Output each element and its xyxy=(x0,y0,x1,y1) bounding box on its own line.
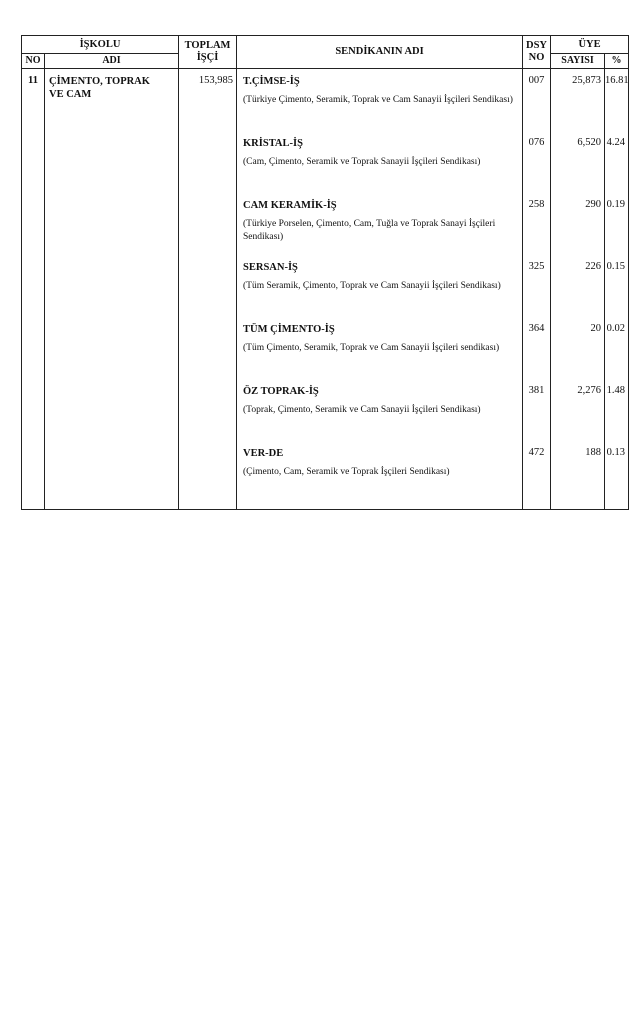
union-entry xyxy=(237,379,522,441)
union-full-name: (Türkiye Çimento, Seramik, Toprak ve Cam Sanayii İşçileri Sendikası) xyxy=(243,95,513,105)
dsy-no-value: 076 xyxy=(528,137,545,148)
dsy-no-value: 258 xyxy=(528,199,545,210)
union-short-name: ÖZ TOPRAK-İŞ xyxy=(243,386,319,397)
union-full-name: (Tüm Seramik, Çimento, Toprak ve Cam Sanayii İşçileri Sendikası) xyxy=(243,281,501,291)
union-entry xyxy=(237,317,522,379)
member-percent-value: 4.24 xyxy=(606,137,626,148)
header-no: NO xyxy=(22,54,45,69)
union-full-name: (Toprak, Çimento, Seramik ve Cam Sanayii İşçileri Sendikası) xyxy=(243,405,481,415)
header-dsy-line2: NO xyxy=(528,52,545,63)
header-toplam-line1: TOPLAM xyxy=(184,40,231,51)
member-count-cell xyxy=(551,69,605,510)
sector-no: 11 xyxy=(22,69,45,510)
sector-total-workers: 153,985 xyxy=(179,69,237,510)
member-count-value: 6,520 xyxy=(577,137,602,148)
union-full-name: (Tüm Çimento, Seramik, Toprak ve Cam Sanayii İşçileri sendikası) xyxy=(243,343,500,353)
percent-cell xyxy=(605,69,629,510)
sector-name-line2: VE CAM xyxy=(49,89,92,100)
union-entry xyxy=(237,193,522,255)
table-row xyxy=(22,69,629,510)
header-toplam-isci xyxy=(179,36,237,69)
union-short-name: TÜM ÇİMENTO-İŞ xyxy=(243,324,335,335)
union-full-name: (Cam, Çimento, Seramik ve Toprak Sanayii İşçileri Sendikası) xyxy=(243,157,481,167)
union-short-name: SERSAN-İŞ xyxy=(243,262,298,273)
header-iskolu: İŞKOLU xyxy=(22,36,179,54)
header-uye: ÜYE xyxy=(551,36,629,54)
dsy-no-value: 007 xyxy=(528,75,545,86)
dsy-numbers-cell xyxy=(523,69,551,510)
header-dsy-no xyxy=(523,36,551,69)
dsy-no-value: 472 xyxy=(528,447,545,458)
member-percent-value: 0.02 xyxy=(606,323,626,334)
dsy-no-value: 325 xyxy=(528,261,545,272)
member-percent-value: 1.48 xyxy=(606,385,626,396)
union-short-name: CAM KERAMİK-İŞ xyxy=(243,200,337,211)
member-percent-value: 16.81 xyxy=(605,75,629,86)
header-dsy-line1: DSY xyxy=(526,40,548,51)
union-short-name: KRİSTAL-İŞ xyxy=(243,138,303,149)
member-percent-value: 0.13 xyxy=(606,447,626,458)
member-count-value: 226 xyxy=(585,261,602,272)
member-count-value: 25,873 xyxy=(572,75,602,86)
header-row-top xyxy=(22,36,629,54)
union-entry xyxy=(237,131,522,193)
header-sendika-adi: SENDİKANIN ADI xyxy=(237,36,523,69)
dsy-no-value: 381 xyxy=(528,385,545,396)
member-count-value: 290 xyxy=(585,199,602,210)
member-count-value: 20 xyxy=(590,323,602,334)
sector-name-line1: ÇİMENTO, TOPRAK xyxy=(49,76,150,87)
header-percent: % xyxy=(605,54,629,69)
union-full-name: (Çimento, Cam, Seramik ve Toprak İşçileri Sendikası) xyxy=(243,467,450,477)
union-entry xyxy=(237,69,522,131)
union-entry xyxy=(237,441,522,503)
member-percent-value: 0.19 xyxy=(606,199,626,210)
member-count-value: 2,276 xyxy=(577,385,602,396)
union-short-name: VER-DE xyxy=(243,448,284,459)
header-adi: ADI xyxy=(45,54,179,69)
union-membership-table xyxy=(21,35,629,510)
member-count-value: 188 xyxy=(585,447,602,458)
header-toplam-line2: İŞÇİ xyxy=(196,52,219,63)
sector-name xyxy=(45,69,179,510)
header-sayisi: SAYISI xyxy=(551,54,605,69)
dsy-no-value: 364 xyxy=(528,323,545,334)
member-percent-value: 0.15 xyxy=(606,261,626,272)
union-short-name: T.ÇİMSE-İŞ xyxy=(243,76,300,87)
union-names-cell xyxy=(237,69,523,510)
union-entry xyxy=(237,255,522,317)
union-full-name: (Türkiye Porselen, Çimento, Cam, Tuğla ve Toprak Sanayi İşçileri Sendikası) xyxy=(243,219,496,242)
